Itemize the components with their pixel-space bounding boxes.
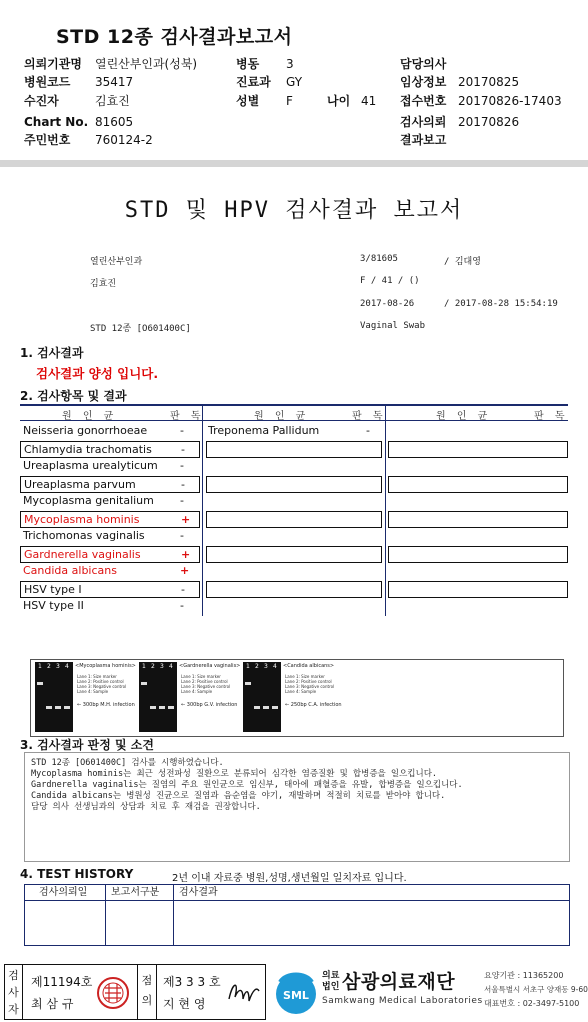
judge-value: - [181,477,185,491]
organism-name: HSV type I [24,582,82,596]
reviewer-license: 제3 3 3 호 [163,975,221,989]
gel-legend-line: Lane 1: Size marker [181,674,221,679]
gel-band [272,706,278,709]
field-value: 20170826 [458,115,520,129]
org-phone: 대표번호 : 02-3497-5100 [484,999,580,1008]
gel-band [263,706,269,709]
col-header-organism: 원 인 균 [436,411,492,422]
opinion-line: Mycoplasma hominis는 최근 성전파성 질환으로 분류되어 심각한 염증질환 및 합병증을 일으킵니다. [31,769,438,779]
gel-arrow-label [285,702,342,708]
lane-number: 3 [56,663,60,670]
specimen: Vaginal Swab [360,321,426,331]
inspector-label-char: 사 [8,986,19,999]
judge-value: - [180,599,184,612]
judge-value: - [180,424,184,437]
arrow-left-icon: ← [181,702,187,708]
gel-band [245,682,251,685]
section-3-title: 3. 검사결과 판정 및 소견 [20,738,154,752]
result-row [20,458,200,475]
organism-name: Mycoplasma hominis [24,512,140,526]
judge-value: + [181,547,191,561]
result-row [20,581,200,598]
signature-box [4,964,266,1020]
judge-value: + [181,512,191,526]
gel-band [55,706,61,709]
gel-panel-title: <Mycoplasma hominis> [75,663,136,669]
reviewer-label-char: 의 [141,994,153,1007]
gel-legend-line: Lane 2: Positive control [285,679,332,684]
gel-arrow-label [181,702,237,708]
org-prefix [322,971,339,993]
doctor-name: / 김대영 [444,257,481,267]
gel-band [159,706,165,709]
field-value: 열린산부인과(성북) [95,57,198,71]
empty-result-box [388,546,568,563]
organism-name: Mycoplasma genitalium [23,494,154,507]
history-table [24,884,570,946]
gel-legend-line: Lane 4: Sample [77,689,109,694]
seal-stamp-icon [95,973,131,1013]
judge-value: - [366,424,370,437]
gel-lanes-image [243,662,281,732]
history-col-result: 검사결과 [179,887,218,898]
lane-number: 1 [142,663,146,670]
organism-name: Trichomonas vaginalis [23,529,145,542]
organism-name: Gardnerella vaginalis [24,547,141,561]
history-col-date: 검사의뢰일 [39,887,88,898]
field-value: 35417 [95,75,134,89]
col-header-judge: 판 독 [352,411,387,422]
section-2-title: 2. 검사항목 및 결과 [20,389,127,403]
history-col-type: 보고서구분 [111,887,160,898]
gel-arrow-text: 300bp M.H. infection [82,702,135,708]
empty-result-box [206,581,382,598]
empty-result-box [388,511,568,528]
field-label: 임상정보 [400,75,447,89]
org-address: 서울특별시 서초구 양재동 9-60 [484,985,588,994]
signature-icon [225,977,261,1007]
history-header-row [25,885,569,901]
opinion-box [24,752,570,862]
opinion-line: Candida albicans는 병원성 진균으로 질염과 음순염을 야기, 재발하며 적절히 치료를 받아야 합니다. [31,791,446,801]
section-4-title: 4. TEST HISTORY [20,867,134,881]
gel-band [46,706,52,709]
col-divider [202,404,203,616]
opinion-line: STD 12종 [O601400C] 검사를 시행하였습니다. [31,758,224,768]
field-label: 진료과 [236,75,271,89]
result-row [20,511,200,528]
gel-arrow-text: 250bp C.A. infection [290,702,342,708]
organism-name: Ureaplasma parvum [24,477,136,491]
gel-band [141,682,147,685]
field-value: 20170826-17403 [458,94,562,108]
field-label: 나이 [327,94,351,108]
organism-name: Chlamydia trachomatis [24,442,152,456]
gel-band [150,706,156,709]
field-label: 검사의뢰 [400,115,447,129]
field-label: 담당의사 [400,57,447,71]
clinic-name: 열린산부인과 [90,257,143,267]
inspector-label [5,965,23,1019]
organism-name: Ureaplasma urealyticum [23,459,158,472]
reviewer-label-char: 점 [141,974,153,987]
field-label: 접수번호 [400,94,447,108]
gel-band [64,706,70,709]
reviewer-label [137,965,157,1019]
gel-legend-line: Lane 2: Positive control [77,679,124,684]
lane-number: 2 [255,663,259,670]
gel-lanes-image [139,662,177,732]
empty-result-box [206,511,382,528]
field-label: 결과보고 [400,133,447,147]
sml-logo-icon [272,968,320,1016]
result-row [20,563,200,580]
history-col-divider [105,885,106,945]
field-label: 주민번호 [24,133,71,147]
gel-band [168,706,174,709]
gel-legend-line: Lane 2: Positive control [181,679,228,684]
gel-panel-title: <Gardnerella vaginalis> [179,663,241,669]
empty-result-box [388,476,568,493]
field-label: 의뢰기관명 [24,57,82,71]
field-value: 20170825 [458,75,520,89]
date-reported: / 2017-08-28 15:54:19 [444,299,558,309]
report-header-title: STD 12종 검사결과보고서 [56,26,293,48]
gel-legend-line: Lane 1: Size marker [77,674,117,679]
field-value: 김효진 [95,94,130,108]
lane-number: 4 [65,663,69,670]
history-note: 2년 이내 자료중 병원,성명,생년월일 일치자료 입니다. [172,873,407,884]
result-row [20,441,200,458]
result-row [20,493,200,510]
field-value: 81605 [95,115,134,129]
field-label: 수진자 [24,94,59,108]
field-value: F [286,94,293,108]
inspector-label-char: 검 [8,969,19,982]
col-header-judge: 판 독 [170,411,205,422]
gel-electrophoresis-image [30,659,564,737]
inspector-label-char: 자 [8,1003,19,1016]
col-header-organism: 원 인 균 [62,411,118,422]
inspector-license: 제11194호 [31,975,93,989]
result-row [20,476,200,493]
history-col-divider [173,885,174,945]
empty-result-box [206,441,382,458]
gel-legend-line: Lane 3: Negative control [77,684,127,689]
report-title: STD 및 HPV 검사결과 보고서 [124,198,464,223]
org-code: 요양기관 : 11365200 [484,971,564,980]
field-label: 병원코드 [24,75,71,89]
gel-legend-line: Lane 4: Sample [285,689,317,694]
table-top-rule [20,404,568,406]
col-header-judge: 판 독 [534,411,569,422]
logo-text: SML [283,989,309,1002]
date-received: 2017-08-26 [360,299,415,309]
gel-legend-line: Lane 4: Sample [181,689,213,694]
org-prefix-line: 법인 [322,982,340,992]
result-row [20,528,200,545]
chart-number: 3/81605 [360,254,398,264]
field-value: GY [286,75,303,89]
positive-result: 검사결과 양성 입니다. [36,366,159,381]
empty-result-box [206,546,382,563]
judge-value: - [180,494,184,507]
result-row [20,598,200,615]
gel-lanes-image [35,662,73,732]
page-separator [0,160,588,167]
judge-value: - [180,459,184,472]
org-prefix-line: 의료 [322,971,340,981]
empty-result-box [388,581,568,598]
footer [0,962,588,1022]
empty-result-box [388,441,568,458]
result-row-treponema [208,423,383,440]
col-header-organism: 원 인 균 [254,411,310,422]
empty-result-box [206,476,382,493]
organism-name: Treponema Pallidum [208,424,320,437]
gel-panel [243,662,413,734]
opinion-line: 담당 의사 선생님과의 상담과 치료 후 재검을 권장합니다. [31,802,261,812]
arrow-left-icon: ← [285,702,291,708]
field-label: 성별 [236,94,260,108]
field-value: 760124-2 [95,133,153,147]
judge-value: - [181,582,185,596]
org-name: 삼광의료재단 [342,971,456,993]
organism-name: Neisseria gonorrhoeae [23,424,148,437]
sex-age: F / 41 / () [360,276,420,286]
lane-number: 1 [246,663,250,670]
field-label: 병동 [236,57,260,71]
organism-name: Candida albicans [23,564,117,577]
gel-legend-line: Lane 3: Negative control [181,684,231,689]
test-name: STD 12종 [O601400C] [90,324,191,334]
judge-value: - [181,442,185,456]
opinion-line: Gardnerella vaginalis는 질염의 주요 원인균으로 임신부, 태아에 패혈증을 유발, 합병증을 일으킵니다. [31,780,463,790]
gel-panel-title: <Candida albicans> [283,663,335,669]
lane-number: 4 [169,663,173,670]
judge-value: + [180,564,190,577]
result-row [20,423,200,440]
lane-number: 1 [38,663,42,670]
lane-number: 3 [160,663,164,670]
lane-number: 2 [47,663,51,670]
gel-band [37,682,43,685]
lane-number: 4 [273,663,277,670]
field-label: Chart No. [24,115,89,129]
arrow-left-icon: ← [77,702,83,708]
patient-name: 김효진 [90,279,117,289]
result-row [20,546,200,563]
field-value: 41 [361,94,377,108]
lane-number: 2 [151,663,155,670]
gel-arrow-label [77,702,135,708]
field-value: 3 [286,57,294,71]
judge-value: - [180,529,184,542]
organism-name: HSV type II [23,599,84,612]
lane-number: 3 [264,663,268,670]
reviewer-name: 지 현 영 [163,997,206,1011]
inspector-name: 최 삼 규 [31,997,74,1011]
gel-legend-line: Lane 3: Negative control [285,684,335,689]
gel-legend-line: Lane 1: Size marker [285,674,325,679]
org-english-name: Samkwang Medical Laboratories [322,996,483,1006]
col-divider [385,404,386,616]
section-1-title: 1. 검사결과 [20,346,84,360]
gel-band [254,706,260,709]
gel-arrow-text: 300bp G.V. infection [186,702,238,708]
